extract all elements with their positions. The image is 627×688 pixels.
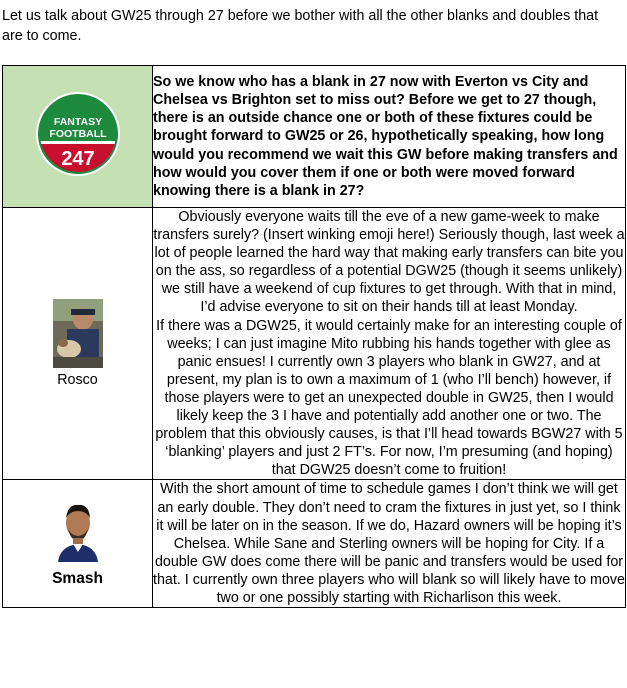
answer-paragraph: Obviously everyone waits till the eve of a new game-week to make transfers surely? (Insert winking emoji here!) Seriously though, last week a lot of people learned the hard way that making early transfers can bite you on the ass, so regardless of a potential DGW25 (though it seems unlikely) we still have a weekend of cup fixtures to get through. With that in mind, I’d advise everyone to sit on their hands till at least Monday.	[153, 209, 625, 316]
qa-table	[2, 65, 626, 608]
answer-text-smash	[153, 480, 626, 608]
answer-paragraph: With the short amount of time to schedule games I don’t think we will get an early double. They don’t need to cram the fixtures in just yet, so I think it will be later on in the season. If we do, Hazard owners will be hoping it’s Chelsea. While Sane and Sterling owners will be hoping for City. If a double GW does come there will be panic and transfers would be used for that. I currently own three players who will blank so will likely have to move two or one possibly starting with Richarlison this week.	[153, 481, 625, 606]
responder-name: Rosco	[57, 372, 98, 389]
answer-text-rosco	[153, 208, 626, 480]
smash-avatar	[56, 500, 100, 562]
answer-paragraph: If there was a DGW25, it would certainly make for an interesting couple of weeks; I can just imagine Mito rubbing his hands together with glee as panic ensues! I currently own 3 players who blank in GW27, and at present, my plan is to own a maximum of 1 (who I’ll bench) however, if those players were to get an unexpected double in GW25, then I would likely keep the 3 I have and potentially add another one or two. The problem that this obviously causes, is that I’ll head towards BGW27 with 5 ‘blanking’ players and just 2 FT’s. For now, I’m presuming (and hoping) that DGW25 doesn’t come to fruition!	[155, 317, 623, 479]
fantasy-football-247-logo	[35, 91, 121, 182]
rosco-avatar	[53, 299, 103, 368]
logo-line2: FOOTBALL	[48, 128, 107, 140]
logo-number: 247	[60, 148, 95, 170]
responder-cell-rosco	[3, 208, 153, 480]
responder-cell-smash	[3, 480, 153, 608]
answer-row-smash	[3, 480, 626, 608]
intro-text: Let us talk about GW25 through 27 before we bother with all the other blanks and doubles that are to come.	[2, 8, 599, 44]
logo-line1: FANTASY	[53, 116, 102, 128]
question-row	[3, 66, 626, 208]
responder-name: Smash	[52, 569, 103, 587]
answer-row-rosco	[3, 208, 626, 480]
logo-cell	[3, 66, 153, 208]
question-text: So we know who has a blank in 27 now with Everton vs City and Chelsea vs Brighton set to miss out? Before we get to 27 though, there is an outside chance one or both of these fixtures could be brought forward to GW25 or 26, hypothetically speaking, how long would you recommend we wait this GW before making transfers and how would you cover them if one or both were moved forward knowing there is a blank in 27?	[153, 66, 626, 208]
